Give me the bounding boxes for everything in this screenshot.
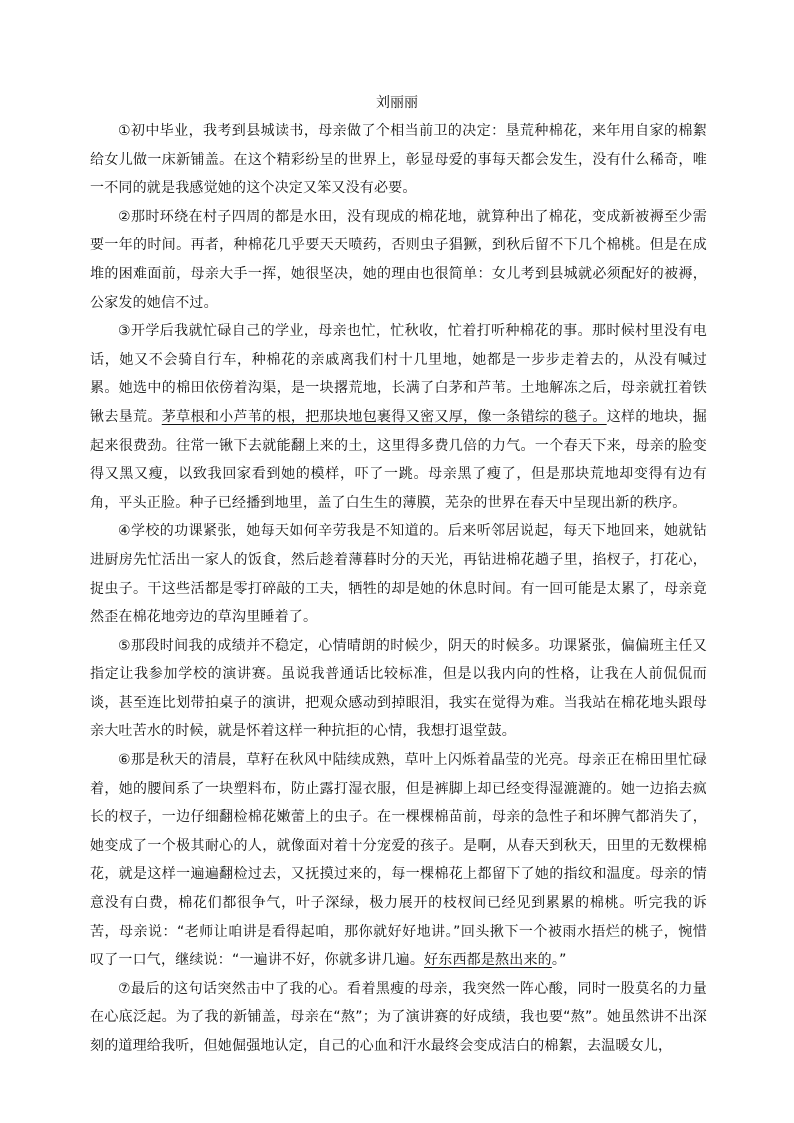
paragraph-text: 。”	[551, 952, 567, 969]
paragraph-text: ①初中毕业，我考到县城读书，母亲做了个相当前卫的决定：垦荒种棉花，来年用自家的棉絮给女儿做一床新铺盖。在这个精彩纷呈的世界上，彰显母爱的事每天都会发生，没有什么稀奇，唯一不同的就是我感觉她的这个决定又笨又没有必要。	[90, 123, 707, 197]
paragraph-4	[90, 517, 707, 631]
article-body	[90, 117, 707, 1061]
paragraph-5	[90, 632, 707, 746]
paragraph-text: ②那时环绕在村子四周的都是水田，没有现成的棉花地，就算种出了棉花，变成新被褥至少需要一年的时间。再者，种棉花几乎要天天喷药，否则虫子猖獗，到秋后留不下几个棉桃。但是在成堆的困难面前，母亲大手一挥，她很坚决，她的理由也很简单：女儿考到县城就必须配好的被褥，公家发的她信不过。	[90, 208, 707, 311]
paragraph-text: ⑤那段时间我的成绩并不稳定，心情晴朗的时候少，阴天的时候多。功课紧张，偏偏班主任又指定让我参加学校的演讲赛。虽说我普通话比较标准，但是以我内向的性格，让我在人前侃侃而谈，甚至连比划带拍桌子的演讲，把观众感动到掉眼泪，我实在觉得为难。当我站在棉花地头跟母亲大吐苦水的时候，就是怀着这样一种抗拒的心情，我想打退堂鼓。	[90, 637, 707, 740]
paragraph-3	[90, 317, 707, 517]
paragraph-text: ③开学后我就忙碌自己的学业，母亲也忙，忙秋收，忙着打听种棉花的事。那时候村里没有电话，她又不会骑自行车，种棉花的亲戚离我们村十几里地，她都是一步步走着去的，从没有喊过累。她选中的棉田依傍着沟渠，是一块撂荒地，长满了白茅和芦苇。土地解冻之后，母亲就扛着铁锹去垦荒。	[90, 323, 707, 425]
author-name: 刘丽丽	[376, 95, 418, 111]
paragraph-2	[90, 203, 707, 317]
paragraph-6	[90, 746, 707, 975]
underlined-sentence: 茅草根和小芦苇的根，把那块地包裹得又密又厚，像一条错综的毯子。	[161, 408, 607, 425]
underlined-sentence: 好东西都是熬出来的	[424, 952, 552, 969]
paragraph-text: ⑥那是秋天的清晨，草籽在秋风中陆续成熟，草叶上闪烁着晶莹的光亮。母亲正在棉田里忙碌着，她的腰间系了一块塑料布，防止露打湿衣服，但是裤脚上却已经变得湿漉漉的。她一边掐去疯长的杈子，一边仔细翻检棉花嫩蕾上的虫子。在一棵棵棉苗前，母亲的急性子和坏脾气都消失了，她变成了一个极其耐心的人，就像面对着十分宠爱的孩子。是啊，从春天到秋天，田里的无数棵棉花，就是这样一遍遍翻检过去，又抚摸过来的，每一棵棉花上都留下了她的指纹和温度。母亲的情意没有白费，棉花们都很争气，叶子深绿，极力展开的枝杈间已经见到累累的棉桃。听完我的诉苦，母亲说：“老师让咱讲是看得起咱，那你就好好地讲。”回头揪下一个被雨水捂烂的桃子，惋惜叹了一口气，继续说：“一遍讲不好，你就多讲几遍。	[90, 752, 707, 969]
paragraph-text: ④学校的功课紧张，她每天如何辛劳我是不知道的。后来听邻居说起，每天下地回来，她就钻进厨房先忙活出一家人的饭食，然后趁着薄暮时分的天光，再钻进棉花趟子里，掐杈子，打花心，捉虫子。干这些活都是零打碎敲的工夫，牺牲的却是她的休息时间。有一回可能是太累了，母亲竟然歪在棉花地旁边的草沟里睡着了。	[90, 523, 707, 626]
paragraph-1	[90, 117, 707, 203]
paragraph-7	[90, 975, 707, 1061]
paragraph-text: 这样的地块，掘起来很费劲。往常一锹下去就能翻上来的土，这里得多费几倍的力气。一个春天下来，母亲的脸变得又黑又瘦，以致我回家看到她的模样，吓了一跳。母亲黑了瘦了，但是那块荒地却变得有边有角，平头正脸。种子已经播到地里，盖了白生生的薄膜，芜杂的世界在春天中呈现出新的秩序。	[90, 408, 708, 511]
paragraph-text: ⑦最后的这句话突然击中了我的心。看着黑瘦的母亲，我突然一阵心酸，同时一股莫名的力量在心底泛起。为了我的新铺盖，母亲在“熬”；为了演讲赛的好成绩，我也要“熬”。她虽然讲不出深刻的道理给我听，但她倔强地认定，自己的心血和汗水最终会变成洁白的棉絮，去温暖女儿，	[90, 980, 707, 1054]
